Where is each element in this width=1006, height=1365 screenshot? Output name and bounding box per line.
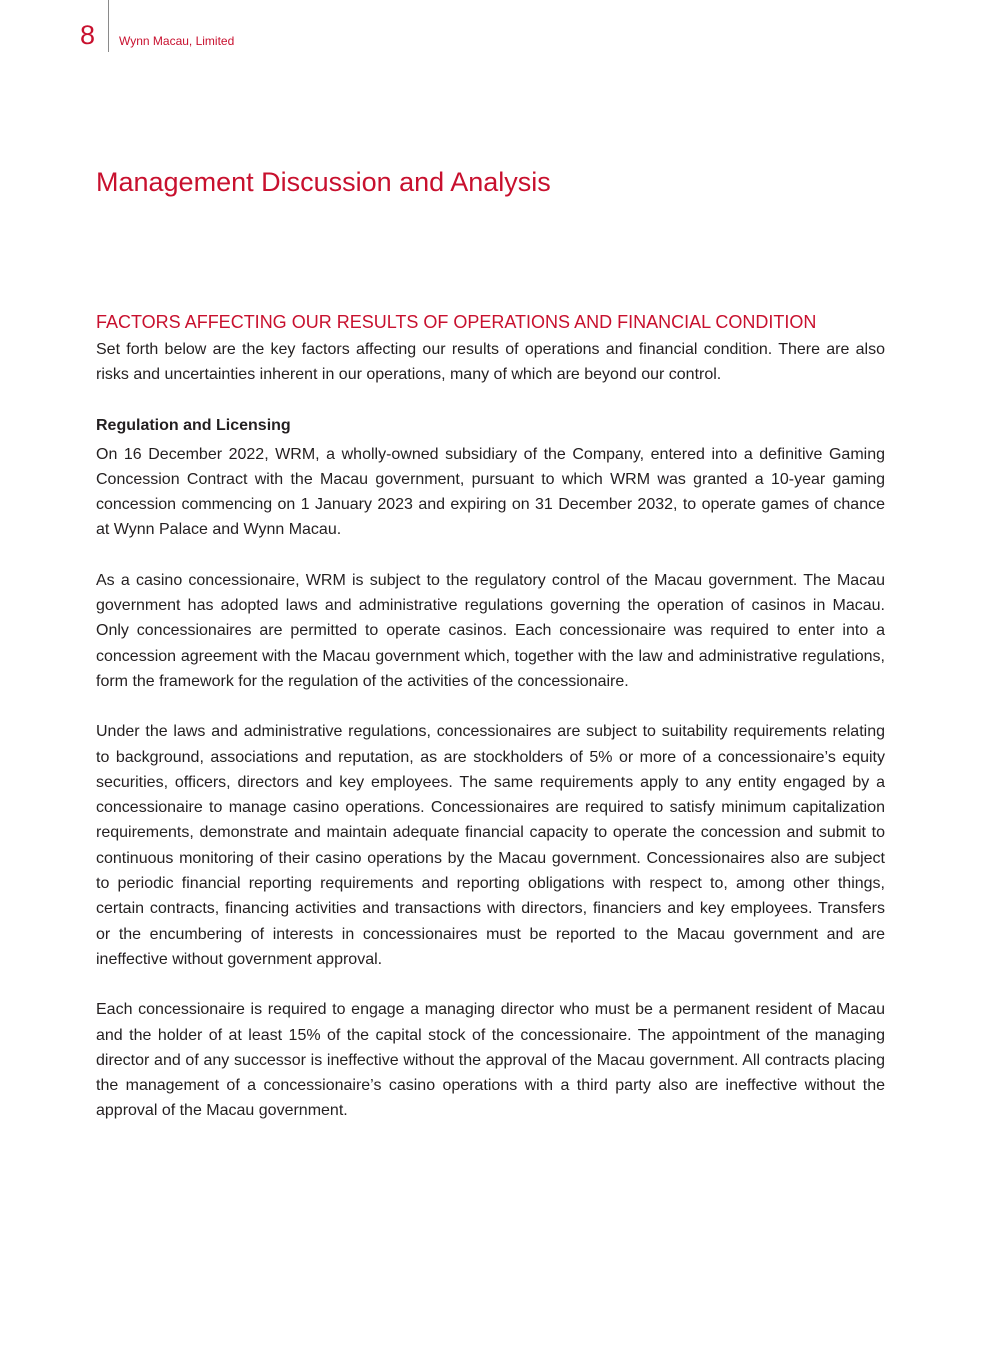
paragraph-regulatory-control: As a casino concessionaire, WRM is subject to the regulatory control of the Macau government. The Macau government has adopted laws and administrative regulations governing the operation of casinos in Macau. Only concessionaires are permitted to operate casinos. Each concessionaire was required to enter into a concession agreement with the Macau government which, together with the law and administrative regulations, form the framework for the regulation of the activities of the concessionaire. <box>96 571 885 690</box>
paragraph-managing-director: Each concessionaire is required to engage a managing director who must be a permanent resident of Macau and the holder of at least 15% of the capital stock of the concessionaire. The appointment of the managing director and of any successor is ineffective without the approval of the Macau government. All contracts placing the management of a concessionaire’s casino operations with a third party also are ineffective without the approval of the Macau government. <box>96 1001 885 1120</box>
header-divider <box>108 0 109 52</box>
factors-section <box>96 311 885 1124</box>
section-heading: FACTORS AFFECTING OUR RESULTS OF OPERATIONS AND FINANCIAL CONDITION <box>96 312 817 332</box>
paragraph-suitability-requirements: Under the laws and administrative regulations, concessionaires are subject to suitability requirements relating to background, associations and reputation, as are stockholders of 5% or more of a concessionaire’s equity securities, officers, directors and key employees. The same requirements apply to any entity engaged by a concessionaire to manage casino operations. Concessionaires are required to satisfy minimum capitalization requirements, demonstrate and maintain adequate financial capacity to operate the concession and submit to continuous monitoring of their casino operations by the Macau government. Concessionaires also are subject to periodic financial reporting requirements and reporting obligations with respect to, among other things, certain contracts, financing activities and transactions with directors, financiers and key employees. Transfers or the encumbering of interests in concessionaires must be reported to the Macau government and are ineffective without government approval. <box>96 723 885 968</box>
header-company-name: Wynn Macau, Limited <box>119 34 235 48</box>
subsection-heading: Regulation and Licensing <box>96 416 291 434</box>
page-title: Management Discussion and Analysis <box>96 167 551 197</box>
page-number: 8 <box>80 20 96 50</box>
section-intro: Set forth below are the key factors affecting our results of operations and financial condition. There are also risks and uncertainties inherent in our operations, many of which are beyond our control. <box>96 341 885 384</box>
paragraph-concession-contract: On 16 December 2022, WRM, a wholly-owned subsidiary of the Company, entered into a definitive Gaming Concession Contract with the Macau government, pursuant to which WRM was granted a 10-year gaming concession commencing on 1 January 2023 and expiring on 31 December 2032, to operate games of chance at Wynn Palace and Wynn Macau. <box>96 445 885 539</box>
